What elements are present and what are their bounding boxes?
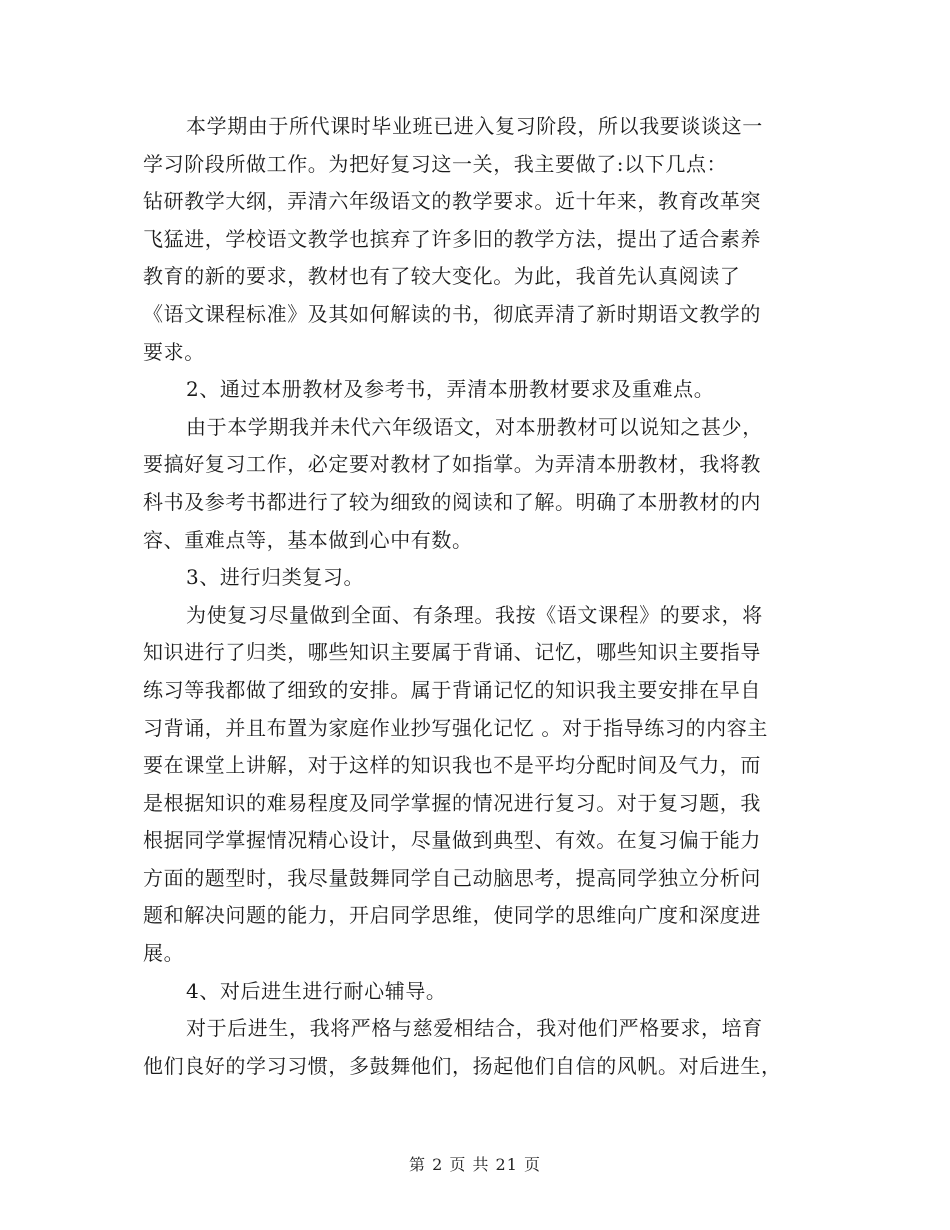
- text-line: 要搞好复习工作，必定要对教材了如指掌。为弄清本册教材，我将教: [143, 452, 761, 477]
- text-line: 要求。: [143, 339, 205, 364]
- text-line: 练习等我都做了细致的安排。属于背诵记忆的知识我主要安排在早自: [143, 677, 761, 702]
- page-footer: 第 2 页 共 21 页: [409, 1155, 541, 1174]
- text-line: 4、对后进生进行耐心辅导。: [186, 978, 447, 1003]
- text-line: 方面的题型时，我尽量鼓舞同学自己动脑思考，提高同学独立分析问: [143, 865, 761, 890]
- text-line: 2、通过本册教材及参考书，弄清本册教材要求及重难点。: [186, 377, 715, 402]
- text-line: 科书及参考书都进行了较为细致的阅读和了解。明确了本册教材的内: [143, 489, 761, 514]
- text-line: 题和解决问题的能力，开启同学思维，使同学的思维向广度和深度进: [143, 903, 761, 928]
- text-line: 《语文课程标准》及其如何解读的书，彻底弄清了新时期语文教学的: [143, 301, 761, 326]
- text-line: 钻研教学大纲，弄清六年级语文的教学要求。近十年来，教育改革突: [143, 189, 761, 214]
- text-line: 知识进行了归类，哪些知识主要属于背诵、记忆，哪些知识主要指导: [143, 640, 761, 665]
- text-line: 3、进行归类复习。: [186, 565, 365, 590]
- text-line: 根据同学掌握情况精心设计，尽量做到典型、有效。在复习偏于能力: [143, 828, 761, 853]
- text-line: 为使复习尽量做到全面、有条理。我按《语文课程》的要求，将: [186, 602, 763, 627]
- text-line: 是根据知识的难易程度及同学掌握的情况进行复习。对于复习题，我: [143, 790, 761, 815]
- text-line: 飞猛进，学校语文教学也摈弃了许多旧的教学方法，提出了适合素养: [143, 226, 761, 251]
- text-line: 对于后进生，我将严格与慈爱相结合，我对他们严格要求，培育: [186, 1016, 763, 1041]
- text-line: 他们良好的学习习惯，多鼓舞他们，扬起他们自信的风帆。对后进生，: [143, 1053, 782, 1078]
- text-line: 容、重难点等，基本做到心中有数。: [143, 527, 473, 552]
- text-line: 由于本学期我并未代六年级语文，对本册教材可以说知之甚少，: [186, 414, 763, 439]
- text-line: 习背诵，并且布置为家庭作业抄写强化记忆 。对于指导练习的内容主: [143, 715, 768, 740]
- text-line: 教育的新的要求，教材也有了较大变化。为此，我首先认真阅读了: [143, 264, 741, 289]
- text-line: 本学期由于所代课时毕业班已进入复习阶段，所以我要谈谈这一: [186, 114, 763, 138]
- text-line: 展。: [143, 941, 185, 966]
- text-line: 要在课堂上讲解，对于这样的知识我也不是平均分配时间及气力，而: [143, 753, 761, 778]
- document-body: [143, 108, 803, 1085]
- text-line: 学习阶段所做工作。为把好复习这一关，我主要做了:以下几点：: [143, 151, 728, 176]
